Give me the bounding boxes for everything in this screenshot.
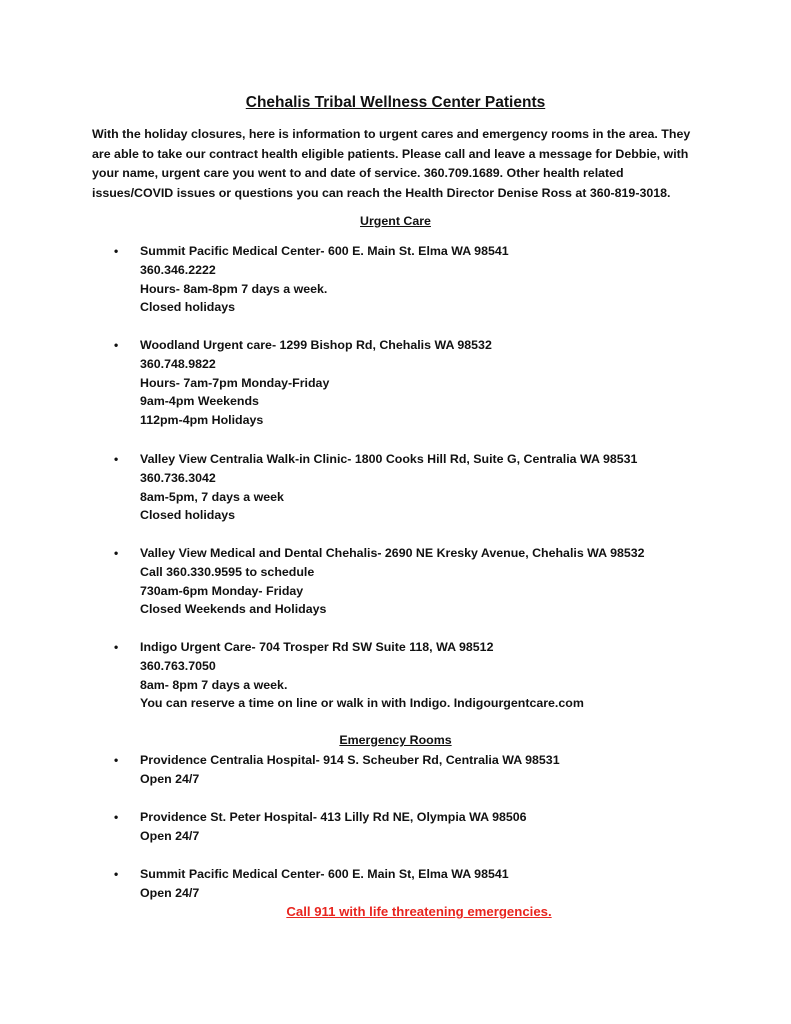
facility-phone: Call 360.330.9595 to schedule [140, 564, 315, 579]
bullet-icon: • [114, 338, 119, 352]
list-item [114, 544, 740, 619]
intro-line: With the holiday closures, here is information to urgent cares and emergency rooms in the area. They [92, 127, 691, 141]
facility-note: Closed Weekends and Holidays [140, 602, 327, 617]
urgent-care-heading: Urgent Care [360, 214, 431, 228]
facility-note: Closed holidays [140, 508, 236, 523]
facility-name-address: Summit Pacific Medical Center- 600 E. Main St, Elma WA 98541 [140, 867, 509, 881]
facility-hours: Open 24/7 [140, 771, 200, 786]
list-item [114, 242, 740, 317]
bullet-icon: • [114, 452, 119, 466]
intro-line: issues/COVID issues or questions you can reach the Health Director Denise Ross at 360-819-3018. [92, 185, 671, 200]
emergency-note: Call 911 with life threatening emergencies. [286, 904, 552, 919]
facility-name-address: Summit Pacific Medical Center- 600 E. Main St. Elma WA 98541 [140, 244, 509, 258]
facility-hours: 112pm-4pm Holidays [140, 413, 264, 428]
bullet-icon: • [114, 867, 119, 881]
facility-hours: Hours- 7am-7pm Monday-Friday [140, 375, 330, 390]
bullet-icon: • [114, 640, 119, 654]
facility-hours: 8am- 8pm 7 days a week. [140, 677, 288, 692]
facility-hours: 9am-4pm Weekends [140, 394, 259, 409]
facility-hours: Hours- 8am-8pm 7 days a week. [140, 281, 328, 296]
facility-name-address: Indigo Urgent Care- 704 Trosper Rd SW Suite 118, WA 98512 [140, 640, 494, 654]
facility-phone: 360.736.3042 [140, 470, 216, 485]
bullet-icon: • [114, 753, 119, 767]
facility-name-address: Providence St. Peter Hospital- 413 Lilly Rd NE, Olympia WA 98506 [140, 810, 527, 824]
list-item [114, 865, 740, 903]
facility-phone: 360.346.2222 [140, 262, 216, 277]
list-item [114, 450, 740, 525]
emergency-rooms-heading: Emergency Rooms [339, 733, 452, 747]
facility-phone: 360.763.7050 [140, 658, 216, 673]
facility-note: You can reserve a time on line or walk in with Indigo. Indigourgentcare.com [140, 696, 584, 711]
bullet-icon: • [114, 810, 119, 824]
facility-hours: 8am-5pm, 7 days a week [140, 489, 284, 504]
facility-name-address: Valley View Medical and Dental Chehalis- 2690 NE Kresky Avenue, Chehalis WA 98532 [140, 546, 645, 560]
facility-name-address: Providence Centralia Hospital- 914 S. Scheuber Rd, Centralia WA 98531 [140, 753, 560, 767]
facility-phone: 360.748.9822 [140, 356, 216, 371]
list-item [114, 336, 740, 430]
list-item [114, 638, 740, 713]
page-title: Chehalis Tribal Wellness Center Patients [245, 94, 546, 111]
facility-hours: Open 24/7 [140, 828, 200, 843]
facility-note: Closed holidays [140, 300, 236, 315]
list-item [114, 808, 740, 846]
intro-line: are able to take our contract health eligible patients. Please call and leave a message for Debbie, with [92, 146, 689, 161]
facility-name-address: Woodland Urgent care- 1299 Bishop Rd, Chehalis WA 98532 [140, 338, 492, 352]
facility-name-address: Valley View Centralia Walk-in Clinic- 1800 Cooks Hill Rd, Suite G, Centralia WA 98531 [140, 452, 638, 466]
intro-paragraph [92, 125, 712, 203]
list-item [114, 751, 740, 789]
facility-hours: 730am-6pm Monday- Friday [140, 583, 304, 598]
bullet-icon: • [114, 546, 119, 560]
bullet-icon: • [114, 244, 119, 258]
facility-hours: Open 24/7 [140, 885, 200, 900]
intro-line: your name, urgent care you went to and date of service. 360.709.1689. Other health related [92, 166, 624, 180]
